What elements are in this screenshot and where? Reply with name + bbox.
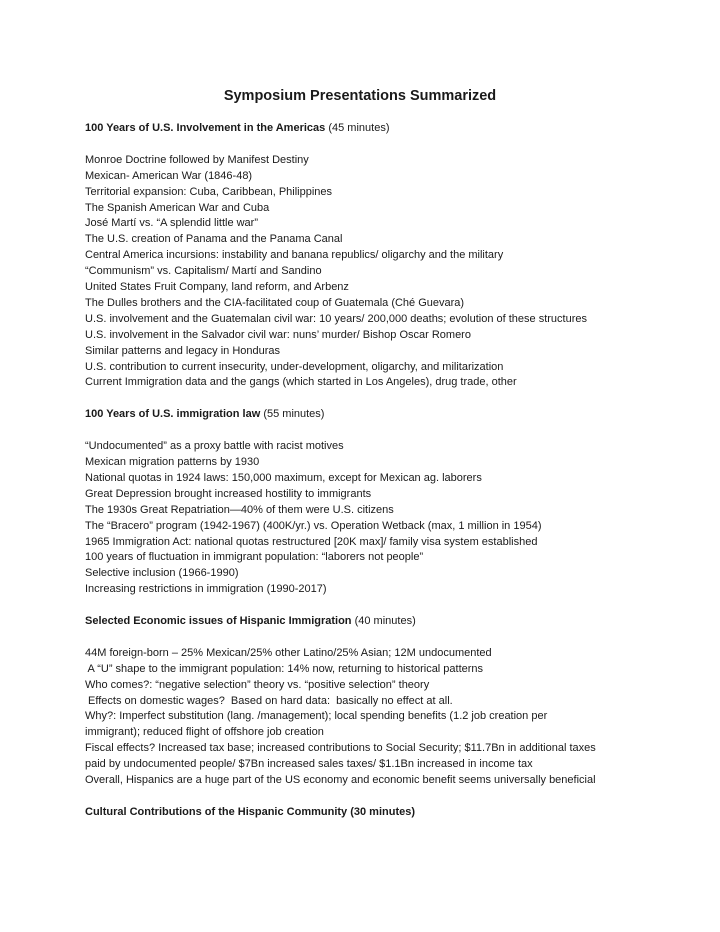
list-item: immigrant); reduced flight of offshore job creation: [85, 726, 324, 739]
list-item: The Spanish American War and Cuba: [85, 201, 270, 214]
list-item: 100 years of fluctuation in immigrant population: “laborers not people”: [85, 551, 424, 564]
section-duration: (40 minutes): [354, 615, 416, 628]
list-item: Mexican- American War (1846-48): [85, 169, 253, 182]
list-item: “Communism” vs. Capitalism/ Martí and Sandino: [85, 265, 322, 278]
section-title: 100 Years of U.S. Involvement in the Americas: [85, 122, 326, 134]
list-item: “Undocumented” as a proxy battle with racist motives: [85, 440, 344, 453]
list-item: United States Fruit Company, land reform, and Arbenz: [85, 281, 349, 294]
spacer: [85, 630, 645, 646]
section-title: Cultural Contributions of the Hispanic Community (30 minutes): [85, 805, 416, 818]
list-item: Mexican migration patterns by 1930: [85, 455, 260, 468]
list-item: Effects on domestic wages? Based on hard data: basically no effect at all.: [85, 694, 453, 707]
list-item: Monroe Doctrine followed by Manifest Destiny: [85, 153, 309, 166]
list-item: National quotas in 1924 laws: 150,000 maximum, except for Mexican ag. laborers: [85, 471, 482, 484]
list-item: Why?: Imperfect substitution (lang. /management); local spending benefits (1.2 job creation per: [85, 710, 548, 723]
list-item: Fiscal effects? Increased tax base; increased contributions to Social Security; $11.7Bn in additional taxes: [85, 742, 596, 755]
section-heading-cultural-contributions: [85, 805, 645, 821]
section-heading-economic-issues: [85, 614, 645, 630]
section-duration: (55 minutes): [263, 408, 325, 421]
page-title: Symposium Presentations Summarized: [223, 88, 497, 104]
list-item: The U.S. creation of Panama and the Panama Canal: [85, 233, 343, 246]
list-item: Similar patterns and legacy in Honduras: [85, 344, 281, 357]
list-item: paid by undocumented people/ $7Bn increased sales taxes/ $1.1Bn increased in income tax: [85, 758, 533, 771]
list-item: Current Immigration data and the gangs (which started in Los Angeles), drug trade, other: [85, 376, 517, 389]
list-item: Who comes?: “negative selection” theory vs. “positive selection” theory: [85, 678, 430, 691]
spacer: [85, 423, 645, 439]
list-item: Selective inclusion (1966-1990): [85, 567, 239, 580]
list-item: The 1930s Great Repatriation—40% of them were U.S. citizens: [85, 503, 394, 516]
spacer: [85, 391, 645, 407]
spacer: [85, 598, 645, 614]
list-item: Increasing restrictions in immigration (1990-2017): [85, 583, 327, 596]
spacer: [85, 137, 645, 153]
list-item: The Dulles brothers and the CIA-facilitated coup of Guatemala (Ché Guevara): [85, 296, 465, 309]
section-heading-us-involvement: [85, 121, 645, 137]
list-item: The “Bracero” program (1942-1967) (400K/yr.) vs. Operation Wetback (max, 1 million in 1954): [85, 519, 542, 532]
list-item: U.S. contribution to current insecurity, under-development, oligarchy, and militarization: [85, 360, 504, 373]
list-item: Central America incursions: instability and banana republics/ oligarchy and the military: [85, 249, 504, 262]
section-heading-immigration-law: [85, 407, 645, 423]
spacer: [85, 789, 645, 805]
list-item: U.S. involvement in the Salvador civil war: nuns’ murder/ Bishop Oscar Romero: [85, 328, 471, 341]
list-item: U.S. involvement and the Guatemalan civil war: 10 years/ 200,000 deaths; evolution of these structures: [85, 312, 587, 325]
document-body: [85, 121, 645, 821]
section-title: Selected Economic issues of Hispanic Immigration: [85, 615, 352, 628]
section-duration: (45 minutes): [328, 122, 390, 134]
list-item: Territorial expansion: Cuba, Caribbean, Philippines: [85, 185, 333, 198]
list-item: A “U” shape to the immigrant population: 14% now, returning to historical patterns: [85, 662, 484, 675]
section-title: 100 Years of U.S. immigration law: [85, 408, 261, 421]
list-item: Great Depression brought increased hostility to immigrants: [85, 487, 372, 500]
list-item: 1965 Immigration Act: national quotas restructured [20K max]/ family visa system established: [85, 535, 538, 548]
list-item: 44M foreign-born – 25% Mexican/25% other Latino/25% Asian; 12M undocumented: [85, 646, 492, 659]
list-item: Overall, Hispanics are a huge part of the US economy and economic benefit seems universally beneficial: [85, 774, 596, 787]
list-item: José Martí vs. “A splendid little war”: [85, 217, 259, 230]
